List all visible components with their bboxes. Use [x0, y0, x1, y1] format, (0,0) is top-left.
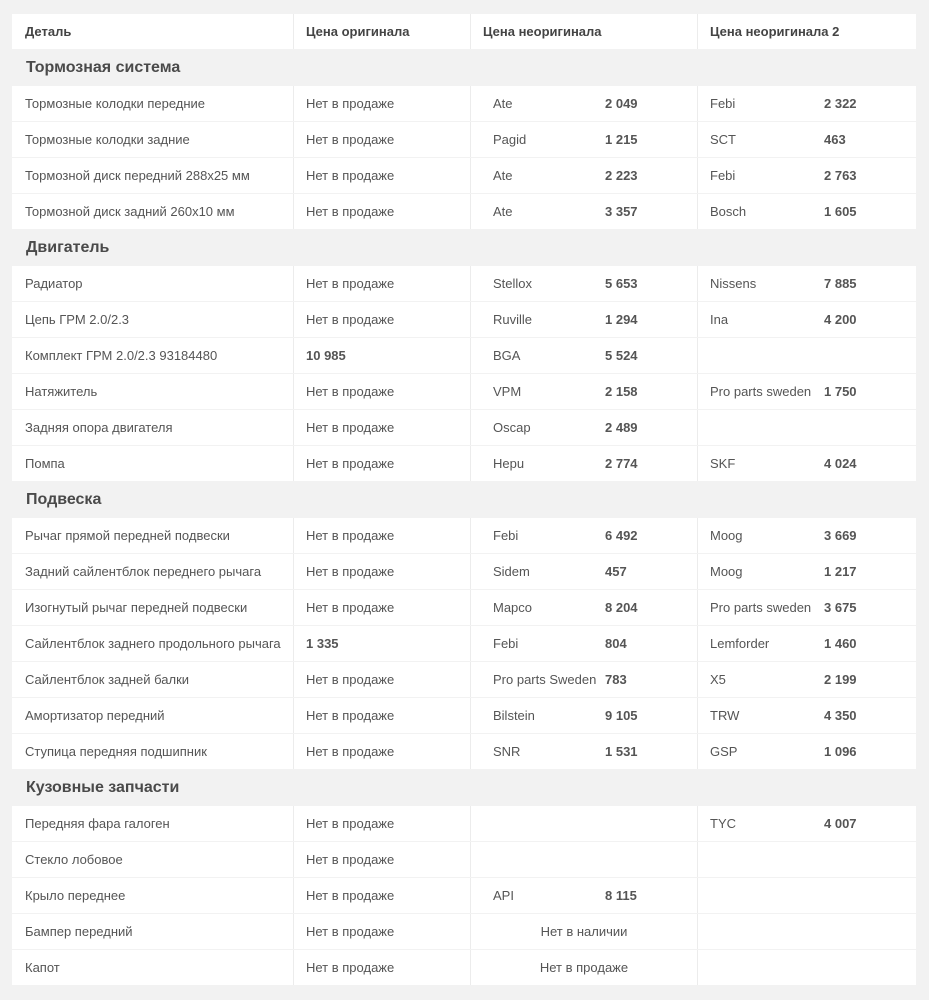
nonoriginal-price: 804: [605, 636, 627, 651]
nonoriginal-cell: [471, 446, 698, 481]
table-row: [12, 626, 916, 661]
nonoriginal-cell: [471, 878, 698, 913]
original-price: Нет в продаже: [294, 86, 471, 121]
nonoriginal-price: 2 158: [605, 384, 638, 399]
table-row: [12, 914, 916, 949]
nonoriginal-2-brand: SKF: [710, 456, 736, 471]
availability-note: Нет в продаже: [539, 960, 629, 975]
table-row: [12, 950, 916, 985]
detail-name: Сайлентблок заднего продольного рычага: [12, 626, 294, 661]
original-price: 1 335: [294, 626, 471, 661]
table-row: [12, 446, 916, 481]
table-row: [12, 662, 916, 697]
table-body: [12, 50, 916, 985]
nonoriginal-2-price: 1 096: [824, 744, 857, 759]
nonoriginal-cell: [471, 914, 698, 949]
detail-name: Тормозные колодки передние: [12, 86, 294, 121]
nonoriginal-2-cell: [698, 950, 916, 985]
nonoriginal-brand: Febi: [493, 528, 519, 543]
nonoriginal-cell: [471, 266, 698, 301]
nonoriginal-cell: [471, 518, 698, 553]
original-price: Нет в продаже: [294, 950, 471, 985]
original-price: Нет в продаже: [294, 878, 471, 913]
table-row: [12, 194, 916, 229]
nonoriginal-price: 9 105: [605, 708, 638, 723]
nonoriginal-2-price: 463: [824, 132, 846, 147]
table-row: [12, 518, 916, 553]
availability-note: Нет в наличии: [540, 924, 628, 939]
nonoriginal-cell: [471, 734, 698, 769]
header-nonoriginal: Цена неоригинала: [471, 14, 698, 49]
table-row: [12, 806, 916, 841]
nonoriginal-2-brand: TYC: [710, 816, 736, 831]
nonoriginal-price: 1 294: [605, 312, 638, 327]
nonoriginal-brand: Sidem: [493, 564, 530, 579]
nonoriginal-cell: [471, 86, 698, 121]
detail-name: Капот: [12, 950, 294, 985]
nonoriginal-brand: Bilstein: [493, 708, 535, 723]
table-row: [12, 302, 916, 337]
nonoriginal-2-price: 2 763: [824, 168, 857, 183]
detail-name: Тормозной диск передний 288x25 мм: [12, 158, 294, 193]
nonoriginal-2-cell: [698, 410, 916, 445]
nonoriginal-price: 783: [605, 672, 627, 687]
table-row: [12, 86, 916, 121]
detail-name: Амортизатор передний: [12, 698, 294, 733]
nonoriginal-price: 8 204: [605, 600, 638, 615]
section-title: Подвеска: [26, 490, 102, 508]
section-header: [12, 770, 916, 805]
nonoriginal-cell: [471, 122, 698, 157]
original-price: Нет в продаже: [294, 158, 471, 193]
nonoriginal-2-cell: [698, 554, 916, 589]
detail-name: Тормозной диск задний 260x10 мм: [12, 194, 294, 229]
nonoriginal-2-price: 1 217: [824, 564, 857, 579]
nonoriginal-brand: Hepu: [493, 456, 525, 471]
section-header: [12, 482, 916, 517]
nonoriginal-2-cell: [698, 446, 916, 481]
detail-name: Помпа: [12, 446, 294, 481]
original-price: Нет в продаже: [294, 842, 471, 877]
nonoriginal-2-price: 1 750: [824, 384, 857, 399]
nonoriginal-2-price: 3 675: [824, 600, 857, 615]
original-price: Нет в продаже: [294, 122, 471, 157]
original-price: Нет в продаже: [294, 410, 471, 445]
nonoriginal-brand: Oscap: [493, 420, 531, 435]
table-row: [12, 698, 916, 733]
detail-name: Задний сайлентблок переднего рычага: [12, 554, 294, 589]
table-row: [12, 554, 916, 589]
detail-name: Крыло переднее: [12, 878, 294, 913]
nonoriginal-cell: [471, 950, 698, 985]
table-row: [12, 878, 916, 913]
nonoriginal-brand: SNR: [493, 744, 521, 759]
nonoriginal-price: 457: [605, 564, 627, 579]
nonoriginal-2-cell: [698, 914, 916, 949]
nonoriginal-2-brand: X5: [710, 672, 726, 687]
nonoriginal-2-cell: [698, 302, 916, 337]
original-price: Нет в продаже: [294, 518, 471, 553]
nonoriginal-price: 6 492: [605, 528, 638, 543]
nonoriginal-brand: API: [493, 888, 514, 903]
table-row: [12, 122, 916, 157]
nonoriginal-cell: [471, 590, 698, 625]
nonoriginal-price: 1 215: [605, 132, 638, 147]
table-row: [12, 158, 916, 193]
nonoriginal-brand: Ate: [493, 168, 513, 183]
nonoriginal-brand: BGA: [493, 348, 521, 363]
nonoriginal-2-cell: [698, 734, 916, 769]
nonoriginal-cell: [471, 158, 698, 193]
nonoriginal-2-cell: [698, 194, 916, 229]
nonoriginal-2-price: 4 007: [824, 816, 857, 831]
nonoriginal-cell: [471, 626, 698, 661]
nonoriginal-2-brand: Pro parts sweden: [710, 384, 812, 399]
original-price: Нет в продаже: [294, 194, 471, 229]
nonoriginal-brand: Mapco: [493, 600, 533, 615]
detail-name: Рычаг прямой передней подвески: [12, 518, 294, 553]
nonoriginal-2-price: 1 460: [824, 636, 857, 651]
original-price: Нет в продаже: [294, 662, 471, 697]
original-price: Нет в продаже: [294, 698, 471, 733]
table-row: [12, 590, 916, 625]
nonoriginal-cell: [471, 374, 698, 409]
nonoriginal-price: 5 524: [605, 348, 638, 363]
section-title: Кузовные запчасти: [26, 778, 180, 796]
section-title: Тормозная система: [26, 58, 181, 76]
header-detail: Деталь: [12, 14, 294, 49]
section-title: Двигатель: [26, 238, 110, 256]
original-price: Нет в продаже: [294, 590, 471, 625]
table-row: [12, 266, 916, 301]
nonoriginal-2-brand: GSP: [710, 744, 738, 759]
nonoriginal-2-cell: [698, 878, 916, 913]
nonoriginal-2-brand: Moog: [710, 528, 743, 543]
table-row: [12, 410, 916, 445]
nonoriginal-2-cell: [698, 590, 916, 625]
nonoriginal-brand: Ruville: [493, 312, 533, 327]
nonoriginal-2-price: 4 350: [824, 708, 857, 723]
detail-name: Сайлентблок задней балки: [12, 662, 294, 697]
nonoriginal-cell: [471, 806, 698, 841]
detail-name: Бампер передний: [12, 914, 294, 949]
nonoriginal-2-cell: [698, 806, 916, 841]
nonoriginal-2-cell: [698, 698, 916, 733]
original-price: Нет в продаже: [294, 806, 471, 841]
nonoriginal-price: 5 653: [605, 276, 638, 291]
header-original: Цена оригинала: [294, 14, 471, 49]
original-price: Нет в продаже: [294, 734, 471, 769]
detail-name: Передняя фара галоген: [12, 806, 294, 841]
nonoriginal-2-brand: Lemforder: [710, 636, 770, 651]
table-row: [12, 374, 916, 409]
nonoriginal-2-brand: Febi: [710, 96, 736, 111]
nonoriginal-2-price: 3 669: [824, 528, 857, 543]
nonoriginal-cell: [471, 662, 698, 697]
detail-name: Задняя опора двигателя: [12, 410, 294, 445]
original-price: Нет в продаже: [294, 266, 471, 301]
nonoriginal-2-cell: [698, 338, 916, 373]
nonoriginal-2-cell: [698, 626, 916, 661]
nonoriginal-2-cell: [698, 662, 916, 697]
original-price: Нет в продаже: [294, 446, 471, 481]
table-row: [12, 734, 916, 769]
original-price: Нет в продаже: [294, 302, 471, 337]
section-header: [12, 230, 916, 265]
nonoriginal-cell: [471, 410, 698, 445]
nonoriginal-brand: Ate: [493, 96, 513, 111]
header-nonoriginal-2: Цена неоригинала 2: [710, 24, 840, 39]
table-header: [12, 14, 916, 49]
nonoriginal-2-brand: Pro parts sweden: [710, 600, 812, 615]
nonoriginal-2-price: 4 200: [824, 312, 857, 327]
nonoriginal-2-brand: Nissens: [710, 276, 757, 291]
section-header: [12, 50, 916, 85]
nonoriginal-2-price: 2 322: [824, 96, 857, 111]
nonoriginal-cell: [471, 842, 698, 877]
nonoriginal-2-brand: Ina: [710, 312, 729, 327]
nonoriginal-brand: Pagid: [493, 132, 527, 147]
nonoriginal-brand: Ate: [493, 204, 513, 219]
nonoriginal-2-cell: [698, 158, 916, 193]
nonoriginal-cell: [471, 302, 698, 337]
nonoriginal-cell: [471, 194, 698, 229]
nonoriginal-2-price: 7 885: [824, 276, 857, 291]
nonoriginal-2-cell: [698, 842, 916, 877]
detail-name: Натяжитель: [12, 374, 294, 409]
nonoriginal-brand: Febi: [493, 636, 519, 651]
table-row: [12, 842, 916, 877]
original-price: Нет в продаже: [294, 914, 471, 949]
nonoriginal-cell: [471, 698, 698, 733]
nonoriginal-price: 3 357: [605, 204, 638, 219]
nonoriginal-2-cell: [698, 266, 916, 301]
nonoriginal-2-cell: [698, 518, 916, 553]
detail-name: Радиатор: [12, 266, 294, 301]
nonoriginal-price: 1 531: [605, 744, 638, 759]
nonoriginal-2-brand: Febi: [710, 168, 736, 183]
detail-name: Тормозные колодки задние: [12, 122, 294, 157]
nonoriginal-2-brand: TRW: [710, 708, 740, 723]
detail-name: Изогнутый рычаг передней подвески: [12, 590, 294, 625]
original-price: Нет в продаже: [294, 554, 471, 589]
table-row: [12, 338, 916, 373]
nonoriginal-brand: VPM: [493, 384, 522, 399]
detail-name: Стекло лобовое: [12, 842, 294, 877]
nonoriginal-2-price: 4 024: [824, 456, 857, 471]
original-price: 10 985: [294, 338, 471, 373]
detail-name: Цепь ГРМ 2.0/2.3: [12, 302, 294, 337]
nonoriginal-2-price: 2 199: [824, 672, 857, 687]
nonoriginal-2-cell: [698, 86, 916, 121]
nonoriginal-price: 2 223: [605, 168, 638, 183]
nonoriginal-price: 8 115: [605, 888, 637, 903]
nonoriginal-brand: Stellox: [493, 276, 533, 291]
nonoriginal-2-cell: [698, 374, 916, 409]
nonoriginal-2-cell: [698, 122, 916, 157]
nonoriginal-2-price: 1 605: [824, 204, 857, 219]
nonoriginal-price: 2 774: [605, 456, 638, 471]
nonoriginal-brand: Pro parts Sweden: [493, 672, 597, 687]
nonoriginal-2-brand: Moog: [710, 564, 743, 579]
nonoriginal-2-brand: SCT: [710, 132, 736, 147]
nonoriginal-cell: [471, 554, 698, 589]
detail-name: Комплект ГРМ 2.0/2.3 93184480: [12, 338, 294, 373]
original-price: Нет в продаже: [294, 374, 471, 409]
nonoriginal-price: 2 049: [605, 96, 638, 111]
detail-name: Ступица передняя подшипник: [12, 734, 294, 769]
nonoriginal-cell: [471, 338, 698, 373]
nonoriginal-price: 2 489: [605, 420, 638, 435]
price-table: [12, 14, 916, 986]
nonoriginal-2-brand: Bosch: [710, 204, 747, 219]
